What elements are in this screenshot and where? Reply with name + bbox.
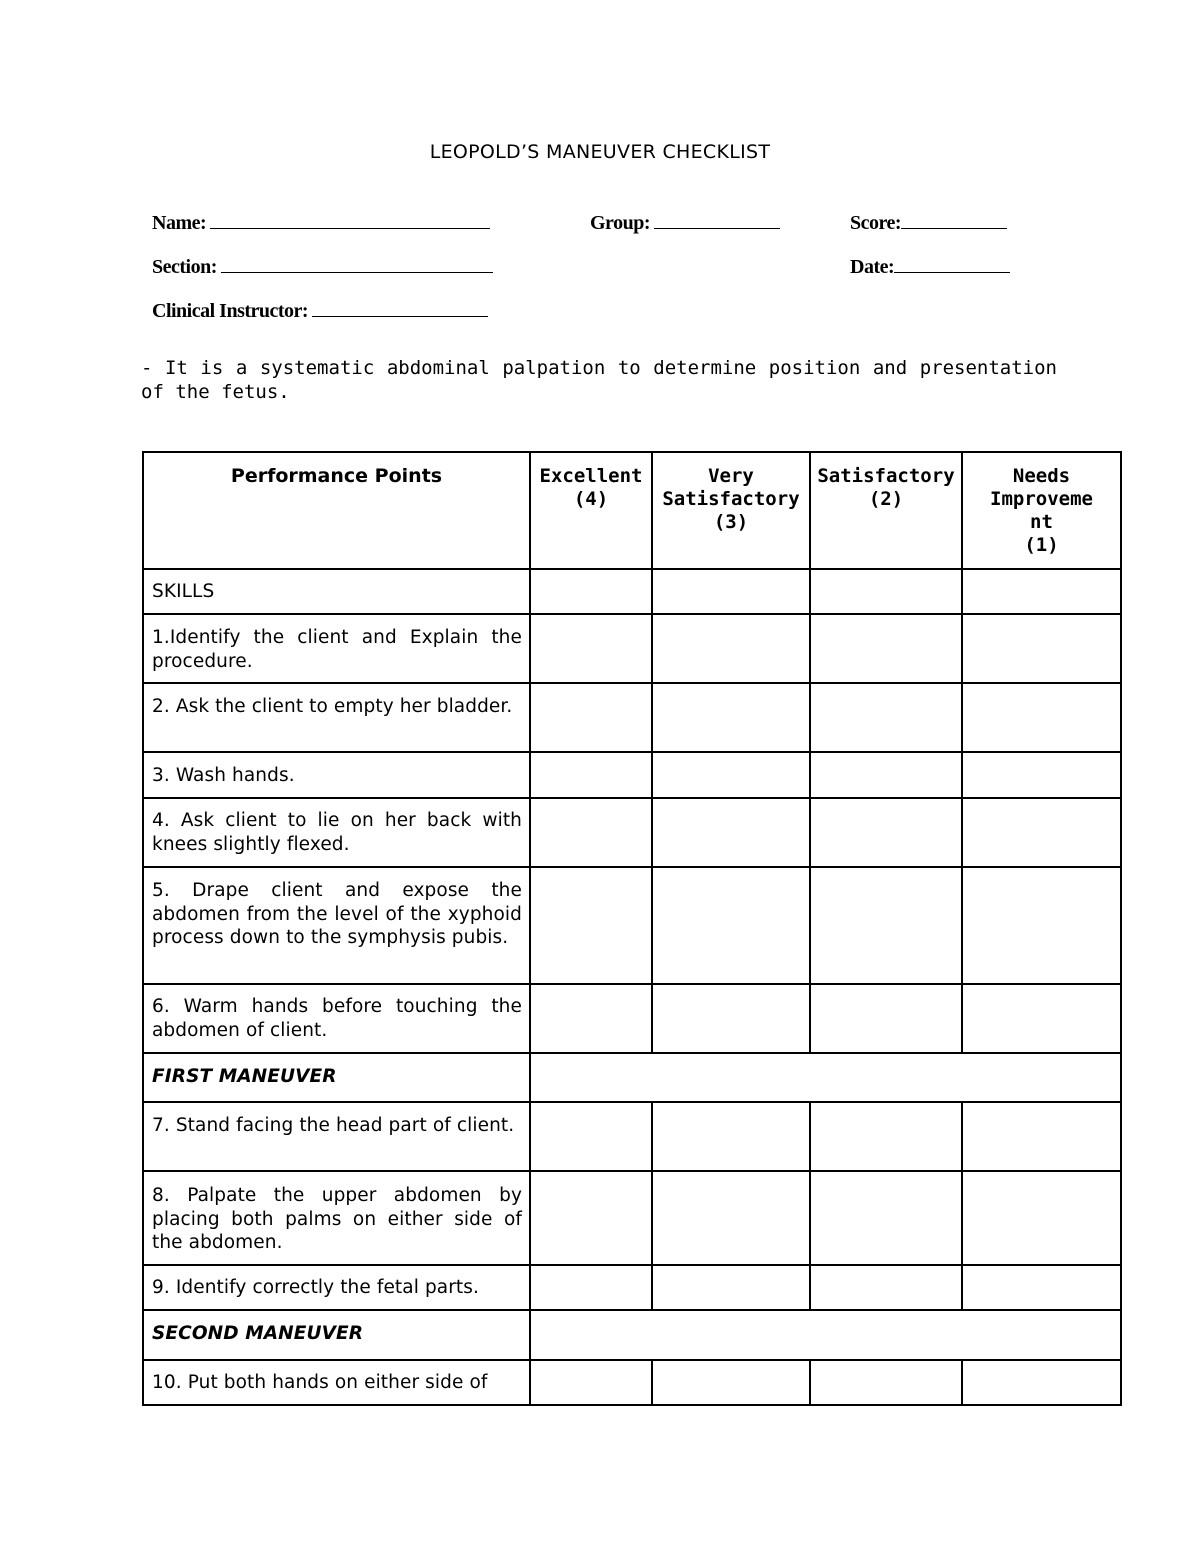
name-field[interactable]	[152, 208, 490, 235]
date-label: Date:	[850, 256, 895, 278]
header-excellent: Excellent (4)	[539, 465, 643, 510]
section-row-second-maneuver: SECOND MANEUVER	[152, 1323, 364, 1344]
header-satisfactory: Satisfactory (2)	[817, 465, 955, 510]
table-row: 2. Ask the client to empty her bladder.	[152, 696, 513, 717]
section-label: Section:	[152, 256, 217, 278]
table-row: 8. Palpate the upper abdomen by placing both palms on either side of the abdomen.	[152, 1185, 522, 1253]
section-row-skills: SKILLS	[152, 581, 215, 602]
table-row: 1.Identify the client and Explain the procedure.	[152, 627, 522, 672]
table-row: 4. Ask client to lie on her back with knees slightly flexed.	[152, 810, 522, 855]
table-row: 6. Warm hands before touching the abdomen of client.	[152, 996, 522, 1041]
score-blank-line[interactable]	[901, 208, 1007, 229]
group-label: Group:	[590, 212, 650, 234]
header-very-satisfactory: Very Satisfactory (3)	[662, 465, 800, 533]
page-title: LEOPOLD’S MANEUVER CHECKLIST	[429, 141, 771, 163]
table-row: 3. Wash hands.	[152, 765, 295, 786]
date-blank-line[interactable]	[894, 252, 1010, 273]
name-blank-line[interactable]	[210, 208, 490, 229]
table-row: 5. Drape client and expose the abdomen from the level of the xyphoid process down to the symphysis pubis.	[152, 880, 522, 948]
intro-description: - It is a systematic abdominal palpation to determine position and presentation of the fetus.	[141, 357, 1057, 403]
table-row: 10. Put both hands on either side of	[152, 1372, 488, 1393]
score-label: Score:	[850, 212, 902, 234]
section-blank-line[interactable]	[221, 252, 493, 273]
date-field[interactable]	[850, 252, 1010, 279]
section-field[interactable]	[152, 252, 493, 279]
clinical-instructor-blank-line[interactable]	[312, 296, 488, 317]
table-row: 7. Stand facing the head part of client.	[152, 1115, 515, 1136]
clinical-instructor-label: Clinical Instructor:	[152, 300, 309, 322]
clinical-instructor-field[interactable]	[152, 296, 488, 323]
header-needs-improvement: Needs Improveme nt (1)	[990, 465, 1093, 556]
section-row-first-maneuver: FIRST MANEUVER	[152, 1066, 337, 1087]
table-row: 9. Identify correctly the fetal parts.	[152, 1277, 479, 1298]
header-performance-points: Performance Points	[230, 465, 443, 487]
name-label: Name:	[152, 212, 207, 234]
group-field[interactable]	[590, 208, 780, 235]
group-blank-line[interactable]	[654, 208, 780, 229]
score-field[interactable]	[850, 208, 1007, 235]
